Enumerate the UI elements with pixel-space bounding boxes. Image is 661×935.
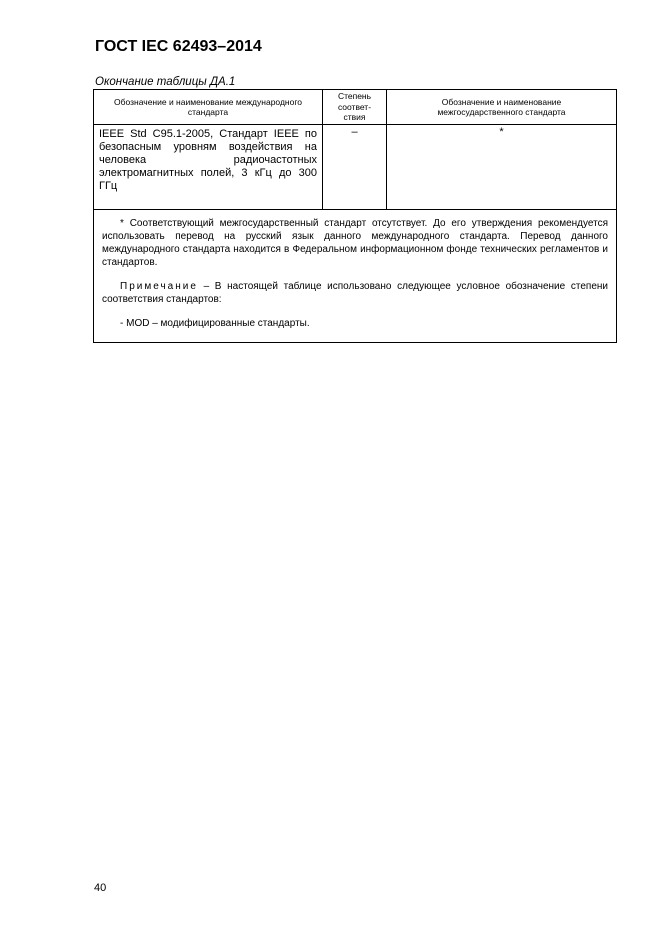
note-label: Примечание (120, 281, 198, 292)
table-footer-row (94, 210, 617, 343)
note-item: - MOD – модифицированные стандарты. (120, 318, 310, 329)
note-paragraph (102, 280, 608, 306)
table-caption: Окончание таблицы ДА.1 (95, 76, 236, 88)
table-row (94, 125, 617, 210)
table-header-row (94, 90, 617, 125)
page-number: 40 (94, 882, 107, 894)
note-text: – В настоящей таблице использовано следующее условное обозначение степени соответствия стандартов: (102, 281, 608, 305)
column-header-interstate-text: Обозначение и наименование межгосударственного стандарта (437, 96, 566, 117)
standards-table (93, 89, 617, 343)
document-title: ГОСТ IEC 62493–2014 (95, 38, 262, 55)
column-header-degree (323, 90, 387, 125)
column-header-degree-text: Степень соответ-ствия (337, 91, 372, 123)
cell-international-standard: IEEE Std C95.1-2005, Стандарт IEEE по безопасным уровням воздействия на человека радиочастотных электромагнитных полей, 3 кГц до 300 ГГц (94, 125, 323, 210)
table-footnote-cell (94, 210, 617, 343)
column-header-international-text: Обозначение и наименование международного стандарта (114, 96, 302, 117)
column-header-international (94, 90, 323, 125)
column-header-interstate (387, 90, 617, 125)
cell-degree: – (323, 125, 387, 210)
footnote-text: * Соответствующий межгосударственный стандарт отсутствует. До его утверждения рекомендуется использовать перевод на русский язык данного международного стандарта. Перевод данного международного стандарта находится в Федеральном информационном фонде технических регламентов и стандартов. (102, 218, 608, 268)
cell-interstate-standard: * (387, 125, 617, 210)
